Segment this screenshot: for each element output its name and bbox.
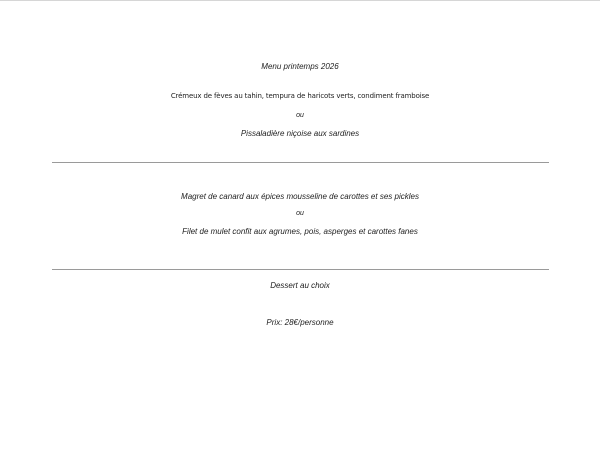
section-divider-1 [52,162,549,163]
starter-option-2: Pissaladière niçoise aux sardines [240,129,360,138]
starter-separator: ou [296,112,304,119]
main-option-1: Magret de canard aux épices mousseline de carottes et ses pickles [181,192,419,201]
main-option-2: Filet de mulet confit aux agrumes, pois, asperges et carottes fanes [182,227,418,236]
section-divider-2 [52,269,549,270]
price-line: Prix: 28€/personne [266,318,334,327]
main-separator: ou [296,210,304,217]
dessert-line: Dessert au choix [270,281,330,290]
menu-title: Menu printemps 2026 [261,62,339,71]
page-top-border [0,0,600,1]
starter-option-1: Crémeux de fèves au tahin, tempura de haricots verts, condiment framboise [170,92,430,100]
